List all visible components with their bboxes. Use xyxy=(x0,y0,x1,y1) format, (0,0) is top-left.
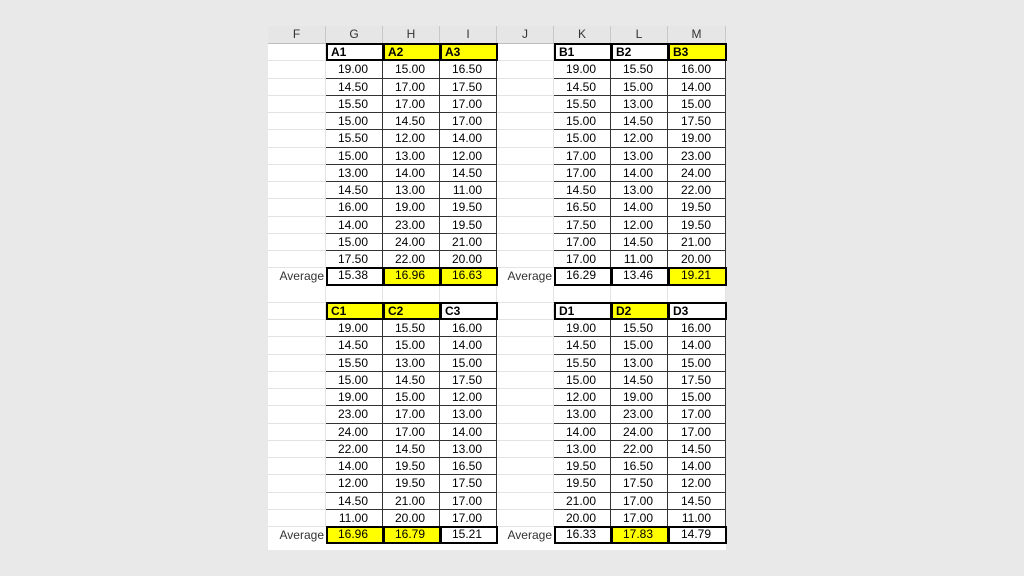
table-b-average-value[interactable]: 16.29 xyxy=(554,267,612,286)
grid-cell[interactable] xyxy=(611,286,668,303)
table-d-cell[interactable]: 17.50 xyxy=(668,372,726,389)
grid-cell[interactable] xyxy=(268,372,326,389)
table-a-cell[interactable]: 14.00 xyxy=(383,165,440,182)
table-b-cell[interactable]: 16.50 xyxy=(554,199,611,217)
table-c-cell[interactable]: 15.00 xyxy=(383,337,440,355)
table-b-average-value[interactable]: 13.46 xyxy=(611,267,669,286)
table-c-cell[interactable]: 17.00 xyxy=(440,510,497,527)
table-d-cell[interactable]: 14.50 xyxy=(668,441,726,458)
grid-cell[interactable] xyxy=(497,79,554,96)
table-b-cell[interactable]: 19.50 xyxy=(668,217,726,234)
table-c-average-value[interactable]: 16.96 xyxy=(326,526,384,544)
table-a-cell[interactable]: 12.00 xyxy=(383,130,440,148)
table-a-cell[interactable]: 12.00 xyxy=(440,148,497,165)
table-d-cell[interactable]: 12.00 xyxy=(668,475,726,493)
table-b-cell[interactable]: 11.00 xyxy=(611,251,668,268)
table-b-average-value[interactable]: 19.21 xyxy=(668,267,727,286)
table-a-cell[interactable]: 19.00 xyxy=(383,199,440,217)
table-a-header-a1[interactable]: A1 xyxy=(326,43,384,61)
table-a-cell[interactable]: 13.00 xyxy=(383,182,440,199)
table-d-cell[interactable]: 14.50 xyxy=(554,337,611,355)
table-b-cell[interactable]: 15.00 xyxy=(668,96,726,113)
table-d-cell[interactable]: 13.00 xyxy=(554,441,611,458)
table-a-cell[interactable]: 24.00 xyxy=(383,234,440,251)
table-b-cell[interactable]: 15.50 xyxy=(611,61,668,79)
table-d-cell[interactable]: 23.00 xyxy=(611,406,668,424)
table-c-cell[interactable]: 14.00 xyxy=(326,458,383,475)
table-b-cell[interactable]: 14.50 xyxy=(611,113,668,130)
table-a-cell[interactable]: 16.50 xyxy=(440,61,497,79)
table-d-cell[interactable]: 16.00 xyxy=(668,320,726,337)
table-d-average-label: Average xyxy=(507,528,552,542)
grid-cell[interactable] xyxy=(497,61,554,79)
grid-cell[interactable] xyxy=(268,303,326,320)
table-b-cell[interactable]: 15.00 xyxy=(611,79,668,96)
grid-cell[interactable] xyxy=(668,286,726,303)
table-a-cell[interactable]: 17.00 xyxy=(383,96,440,113)
table-a-cell[interactable]: 23.00 xyxy=(383,217,440,234)
table-a-cell[interactable]: 17.00 xyxy=(383,79,440,96)
table-b-cell[interactable]: 14.00 xyxy=(668,79,726,96)
table-d-cell[interactable]: 14.50 xyxy=(611,372,668,389)
table-d-cell[interactable]: 17.00 xyxy=(611,493,668,510)
grid-cell[interactable] xyxy=(268,441,326,458)
grid-cell[interactable] xyxy=(497,441,554,458)
table-c-cell[interactable]: 17.50 xyxy=(440,372,497,389)
table-a-cell[interactable]: 13.00 xyxy=(326,165,383,182)
table-b-average-label: Average xyxy=(507,269,552,283)
table-d-cell[interactable]: 14.00 xyxy=(668,337,726,355)
table-a-cell[interactable]: 13.00 xyxy=(383,148,440,165)
table-b-cell[interactable]: 17.50 xyxy=(668,113,726,130)
table-a-cell[interactable]: 17.00 xyxy=(440,96,497,113)
table-b-cell[interactable]: 13.00 xyxy=(611,96,668,113)
grid-cell[interactable] xyxy=(268,165,326,182)
grid-cell[interactable] xyxy=(497,475,554,493)
table-c-cell[interactable]: 16.50 xyxy=(440,458,497,475)
table-a-cell[interactable]: 14.50 xyxy=(326,79,383,96)
table-c-cell[interactable]: 15.00 xyxy=(326,372,383,389)
table-c-cell[interactable]: 14.50 xyxy=(326,337,383,355)
table-d-cell[interactable]: 24.00 xyxy=(611,424,668,441)
grid-cell[interactable] xyxy=(497,130,554,148)
table-d-cell[interactable]: 14.50 xyxy=(668,493,726,510)
table-d-cell[interactable]: 15.00 xyxy=(611,337,668,355)
table-b-cell[interactable]: 20.00 xyxy=(668,251,726,268)
grid-cell[interactable] xyxy=(497,113,554,130)
grid-cell[interactable] xyxy=(497,355,554,372)
grid-cell[interactable] xyxy=(268,320,326,337)
table-c-cell[interactable]: 12.00 xyxy=(440,389,497,406)
table-b-cell[interactable]: 13.00 xyxy=(611,182,668,199)
table-d-cell[interactable]: 13.00 xyxy=(611,355,668,372)
table-b-cell[interactable]: 19.00 xyxy=(668,130,726,148)
grid-cell[interactable] xyxy=(554,286,611,303)
table-b-cell[interactable]: 14.00 xyxy=(611,199,668,217)
table-b-cell[interactable]: 16.00 xyxy=(668,61,726,79)
table-b-cell[interactable]: 14.50 xyxy=(554,79,611,96)
grid-cell[interactable] xyxy=(268,44,326,61)
table-c-average-value[interactable]: 16.79 xyxy=(383,526,441,544)
grid-cell[interactable] xyxy=(497,286,554,303)
table-a-cell[interactable]: 14.00 xyxy=(326,217,383,234)
table-a-cell[interactable]: 14.00 xyxy=(440,130,497,148)
table-c-cell[interactable]: 14.00 xyxy=(440,424,497,441)
grid-cell[interactable] xyxy=(497,320,554,337)
table-c-cell[interactable]: 13.00 xyxy=(383,355,440,372)
table-d-cell[interactable]: 12.00 xyxy=(554,389,611,406)
table-d-cell[interactable]: 14.00 xyxy=(554,424,611,441)
table-c-cell[interactable]: 15.00 xyxy=(440,355,497,372)
table-a-average-value[interactable]: 16.96 xyxy=(383,267,441,286)
grid-cell[interactable] xyxy=(268,510,326,527)
table-c-cell[interactable]: 14.50 xyxy=(383,372,440,389)
grid-cell[interactable] xyxy=(268,217,326,234)
table-b-cell[interactable]: 23.00 xyxy=(668,148,726,165)
table-c-cell[interactable]: 19.50 xyxy=(383,475,440,493)
table-c-cell[interactable]: 19.00 xyxy=(326,320,383,337)
table-d-cell[interactable]: 14.00 xyxy=(668,458,726,475)
table-b-cell[interactable]: 19.50 xyxy=(668,199,726,217)
column-header-k[interactable]: K xyxy=(554,26,611,44)
table-a-cell[interactable]: 15.00 xyxy=(383,61,440,79)
table-c-cell[interactable]: 23.00 xyxy=(326,406,383,424)
table-b-cell[interactable]: 12.00 xyxy=(611,217,668,234)
grid-cell[interactable] xyxy=(383,286,440,303)
table-d-cell[interactable]: 17.50 xyxy=(611,475,668,493)
table-a-cell[interactable]: 16.00 xyxy=(326,199,383,217)
column-header-g[interactable]: G xyxy=(326,26,383,44)
table-c-cell[interactable]: 14.00 xyxy=(440,337,497,355)
table-c-cell[interactable]: 13.00 xyxy=(440,441,497,458)
table-d-cell[interactable]: 15.50 xyxy=(611,320,668,337)
table-c-cell[interactable]: 21.00 xyxy=(383,493,440,510)
table-b-cell[interactable]: 12.00 xyxy=(611,130,668,148)
table-c-cell[interactable]: 17.00 xyxy=(383,406,440,424)
table-b-cell[interactable]: 17.00 xyxy=(554,165,611,182)
grid-cell[interactable] xyxy=(268,475,326,493)
table-c-header-c1[interactable]: C1 xyxy=(326,302,384,320)
table-b-cell[interactable]: 14.50 xyxy=(554,182,611,199)
grid-cell[interactable] xyxy=(497,251,554,268)
table-a-cell[interactable]: 14.50 xyxy=(440,165,497,182)
grid-cell[interactable] xyxy=(268,424,326,441)
grid-cell[interactable] xyxy=(440,286,497,303)
table-c-cell[interactable]: 19.00 xyxy=(326,389,383,406)
grid-cell[interactable] xyxy=(268,337,326,355)
table-d-average-value[interactable]: 16.33 xyxy=(554,526,612,544)
grid-cell[interactable] xyxy=(497,493,554,510)
table-b-cell[interactable]: 17.00 xyxy=(554,251,611,268)
table-c-cell[interactable]: 17.00 xyxy=(383,424,440,441)
column-header-f[interactable]: F xyxy=(268,26,326,44)
column-header-m[interactable]: M xyxy=(668,26,726,44)
column-header-l[interactable]: L xyxy=(611,26,668,44)
table-a-cell[interactable]: 20.00 xyxy=(440,251,497,268)
table-a-cell[interactable]: 14.50 xyxy=(326,182,383,199)
table-d-header-d3[interactable]: D3 xyxy=(668,302,727,320)
grid-cell[interactable] xyxy=(268,493,326,510)
table-d-cell[interactable]: 19.00 xyxy=(554,320,611,337)
table-d-average-value[interactable]: 17.83 xyxy=(611,526,669,544)
table-b-cell[interactable]: 22.00 xyxy=(668,182,726,199)
table-a-cell[interactable]: 17.50 xyxy=(326,251,383,268)
grid-cell[interactable] xyxy=(268,355,326,372)
table-b-cell[interactable]: 17.50 xyxy=(554,217,611,234)
table-b-cell[interactable]: 14.00 xyxy=(611,165,668,182)
grid-cell[interactable] xyxy=(268,130,326,148)
table-d-header-d2[interactable]: D2 xyxy=(611,302,669,320)
column-header-j[interactable]: J xyxy=(497,26,554,44)
column-header-h[interactable]: H xyxy=(383,26,440,44)
table-a-average-label: Average xyxy=(279,269,324,283)
table-a-average-value[interactable]: 16.63 xyxy=(440,267,498,286)
table-b-cell[interactable]: 21.00 xyxy=(668,234,726,251)
table-c-cell[interactable]: 19.50 xyxy=(383,458,440,475)
grid-cell[interactable] xyxy=(497,217,554,234)
grid-cell[interactable] xyxy=(497,372,554,389)
table-b-cell[interactable]: 17.00 xyxy=(554,148,611,165)
table-b-cell[interactable]: 24.00 xyxy=(668,165,726,182)
table-b-header-b3[interactable]: B3 xyxy=(668,43,727,61)
grid-cell[interactable] xyxy=(497,510,554,527)
grid-cell[interactable] xyxy=(497,389,554,406)
grid-cell[interactable] xyxy=(268,251,326,268)
table-c-header-c2[interactable]: C2 xyxy=(383,302,441,320)
table-c-cell[interactable]: 24.00 xyxy=(326,424,383,441)
grid-cell[interactable] xyxy=(497,424,554,441)
table-b-cell[interactable]: 15.00 xyxy=(554,113,611,130)
table-a-average-value[interactable]: 15.38 xyxy=(326,267,384,286)
table-a-header-a3[interactable]: A3 xyxy=(440,43,498,61)
table-b-header-b2[interactable]: B2 xyxy=(611,43,669,61)
table-a-cell[interactable]: 17.00 xyxy=(440,113,497,130)
grid-cell[interactable] xyxy=(268,234,326,251)
grid-cell[interactable] xyxy=(497,182,554,199)
table-c-cell[interactable]: 17.50 xyxy=(440,475,497,493)
grid-cell[interactable] xyxy=(497,165,554,182)
table-a-cell[interactable]: 15.00 xyxy=(326,113,383,130)
grid-cell[interactable] xyxy=(497,406,554,424)
grid-cell[interactable] xyxy=(268,113,326,130)
table-a-cell[interactable]: 15.00 xyxy=(326,234,383,251)
grid-cell[interactable] xyxy=(268,389,326,406)
table-b-cell[interactable]: 19.00 xyxy=(554,61,611,79)
table-d-average-value[interactable]: 14.79 xyxy=(668,526,727,544)
table-d-cell[interactable]: 17.00 xyxy=(668,424,726,441)
table-c-cell[interactable]: 15.50 xyxy=(383,320,440,337)
table-c-cell[interactable]: 14.50 xyxy=(383,441,440,458)
table-a-cell[interactable]: 17.50 xyxy=(440,79,497,96)
column-header-i[interactable]: I xyxy=(440,26,497,44)
table-a-cell[interactable]: 11.00 xyxy=(440,182,497,199)
table-c-cell[interactable]: 17.00 xyxy=(440,493,497,510)
table-a-cell[interactable]: 15.50 xyxy=(326,96,383,113)
table-d-cell[interactable]: 17.00 xyxy=(611,510,668,527)
table-a-cell[interactable]: 19.00 xyxy=(326,61,383,79)
table-d-cell[interactable]: 11.00 xyxy=(668,510,726,527)
grid-cell[interactable] xyxy=(268,148,326,165)
grid-cell[interactable] xyxy=(497,458,554,475)
table-a-cell[interactable]: 21.00 xyxy=(440,234,497,251)
table-d-cell[interactable]: 20.00 xyxy=(554,510,611,527)
table-d-cell[interactable]: 16.50 xyxy=(611,458,668,475)
table-b-header-b1[interactable]: B1 xyxy=(554,43,612,61)
grid-cell[interactable] xyxy=(268,458,326,475)
spreadsheet-grid[interactable] xyxy=(268,26,726,550)
table-a-cell[interactable]: 15.50 xyxy=(326,130,383,148)
table-d-cell[interactable]: 19.50 xyxy=(554,458,611,475)
table-c-average-value[interactable]: 15.21 xyxy=(440,526,498,544)
table-b-cell[interactable]: 17.00 xyxy=(554,234,611,251)
grid-cell[interactable] xyxy=(268,199,326,217)
table-c-cell[interactable]: 15.50 xyxy=(326,355,383,372)
table-c-average-label: Average xyxy=(279,528,324,542)
table-a-cell[interactable]: 19.50 xyxy=(440,217,497,234)
table-c-header-c3[interactable]: C3 xyxy=(440,302,498,320)
grid-cell[interactable] xyxy=(268,406,326,424)
table-d-cell[interactable]: 21.00 xyxy=(554,493,611,510)
table-a-cell[interactable]: 14.50 xyxy=(383,113,440,130)
table-c-cell[interactable]: 20.00 xyxy=(383,510,440,527)
table-c-cell[interactable]: 14.50 xyxy=(326,493,383,510)
table-b-cell[interactable]: 14.50 xyxy=(611,234,668,251)
grid-cell[interactable] xyxy=(497,44,554,61)
table-d-cell[interactable]: 19.50 xyxy=(554,475,611,493)
table-b-cell[interactable]: 15.50 xyxy=(554,96,611,113)
table-d-cell[interactable]: 15.50 xyxy=(554,355,611,372)
table-a-header-a2[interactable]: A2 xyxy=(383,43,441,61)
table-a-cell[interactable]: 19.50 xyxy=(440,199,497,217)
table-d-cell[interactable]: 15.00 xyxy=(554,372,611,389)
table-a-cell[interactable]: 22.00 xyxy=(383,251,440,268)
table-d-cell[interactable]: 13.00 xyxy=(554,406,611,424)
table-d-cell[interactable]: 15.00 xyxy=(668,389,726,406)
grid-cell[interactable] xyxy=(268,79,326,96)
table-c-cell[interactable]: 12.00 xyxy=(326,475,383,493)
grid-cell[interactable] xyxy=(268,182,326,199)
table-d-cell[interactable]: 19.00 xyxy=(611,389,668,406)
table-c-cell[interactable]: 11.00 xyxy=(326,510,383,527)
grid-cell[interactable] xyxy=(497,199,554,217)
table-d-header-d1[interactable]: D1 xyxy=(554,302,612,320)
table-c-cell[interactable]: 15.00 xyxy=(383,389,440,406)
grid-cell[interactable] xyxy=(497,148,554,165)
grid-cell[interactable] xyxy=(268,286,326,303)
grid-cell[interactable] xyxy=(497,234,554,251)
table-b-cell[interactable]: 13.00 xyxy=(611,148,668,165)
grid-cell[interactable] xyxy=(497,337,554,355)
table-c-cell[interactable]: 16.00 xyxy=(440,320,497,337)
table-d-cell[interactable]: 15.00 xyxy=(668,355,726,372)
table-a-cell[interactable]: 15.00 xyxy=(326,148,383,165)
grid-cell[interactable] xyxy=(497,96,554,113)
table-c-cell[interactable]: 13.00 xyxy=(440,406,497,424)
table-c-cell[interactable]: 22.00 xyxy=(326,441,383,458)
grid-cell[interactable] xyxy=(268,96,326,113)
table-b-cell[interactable]: 15.00 xyxy=(554,130,611,148)
grid-cell[interactable] xyxy=(268,61,326,79)
table-d-cell[interactable]: 17.00 xyxy=(668,406,726,424)
grid-cell[interactable] xyxy=(497,303,554,320)
table-d-cell[interactable]: 22.00 xyxy=(611,441,668,458)
grid-cell[interactable] xyxy=(326,286,383,303)
